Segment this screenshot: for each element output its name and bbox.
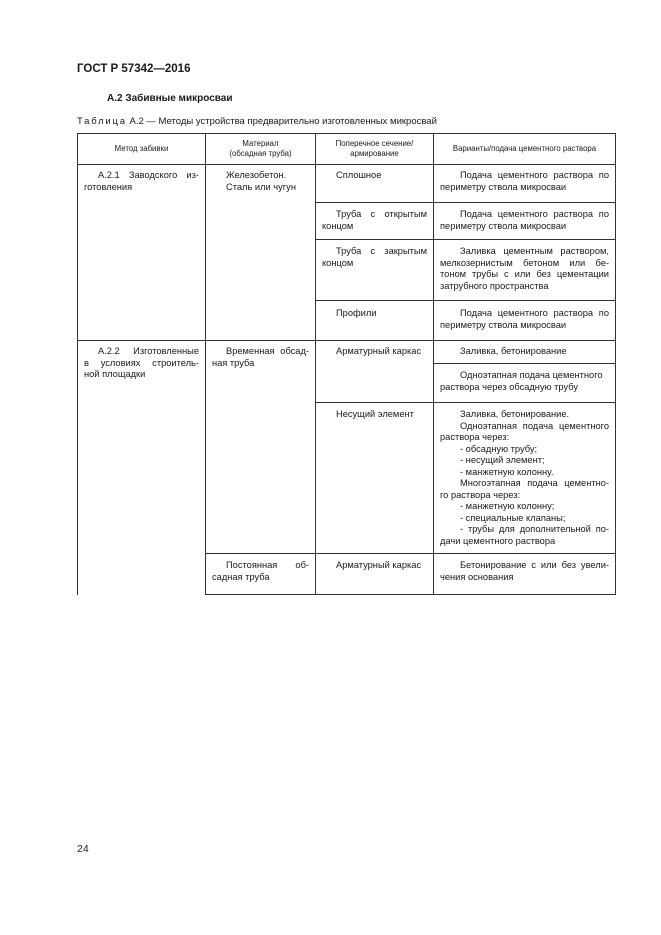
- section-cell: Труба с открытым концом: [316, 203, 434, 240]
- methods-table: [77, 133, 616, 595]
- method-cell: А.2.1 Заводского из- готовления: [78, 165, 206, 341]
- variant-cell: Бетонирование с или без увели- чения основания: [434, 554, 616, 595]
- variant-cell: Подача цементного раствора по периметру ствола микросваи: [434, 301, 616, 341]
- table-row: [78, 341, 616, 364]
- document-header: ГОСТ Р 57342—2016: [77, 63, 191, 75]
- table-row: [78, 165, 616, 203]
- caption-prefix: Таблица: [77, 116, 127, 127]
- caption-text: А.2 — Методы устройства предварительно изготовленных микросвай: [129, 116, 437, 127]
- table-header-row: [78, 134, 616, 165]
- variant-cell: Подача цементного раствора по периметру ствола микросваи: [434, 165, 616, 203]
- variant-cell: Заливка, бетонирование: [434, 341, 616, 364]
- section-cell: Арматурный каркас: [316, 341, 434, 403]
- column-header-variants: Варианты/подача цементного раствора: [434, 134, 616, 165]
- section-title: А.2 Забивные микросваи: [107, 93, 233, 104]
- section-cell: Несущий элемент: [316, 403, 434, 554]
- material-cell: Временная обсад- ная труба: [206, 341, 316, 554]
- variant-cell: Одноэтапная подача цементного раствора через обсадную трубу: [434, 364, 616, 403]
- section-cell: Арматурный каркас: [316, 554, 434, 595]
- variant-cell: Подача цементного раствора по периметру ствола микросваи: [434, 203, 616, 240]
- variant-cell: Заливка, бетонирование. Одноэтапная подача цементного раствора через: - обсадную трубу; - несущий элемент; - манжетную колонну. Многоэтапная подача цементно- го раствора через: - манжетную колонну; - специальные клапаны; - трубы для дополнительной по- дачи цементного раствора: [434, 403, 616, 554]
- section-cell: Сплошное: [316, 165, 434, 203]
- section-cell: Профили: [316, 301, 434, 341]
- column-header-method: Метод забивки: [78, 134, 206, 165]
- page-number: 24: [77, 843, 89, 855]
- section-cell: Труба с закрытым концом: [316, 240, 434, 301]
- column-header-section: Поперечное сечение/ армирование: [316, 134, 434, 165]
- table-caption: [77, 116, 437, 127]
- variant-cell: Заливка цементным раствором, мелкозернистым бетоном или бе- тоном трубы с или без цементации затрубного пространства: [434, 240, 616, 301]
- material-cell: Постоянная об- садная труба: [206, 554, 316, 595]
- method-cell: А.2.2 Изготовленные в условиях строитель- ной площадки: [78, 341, 206, 595]
- material-cell: Железобетон. Сталь или чугун: [206, 165, 316, 341]
- column-header-material: Материал (обсадная труба): [206, 134, 316, 165]
